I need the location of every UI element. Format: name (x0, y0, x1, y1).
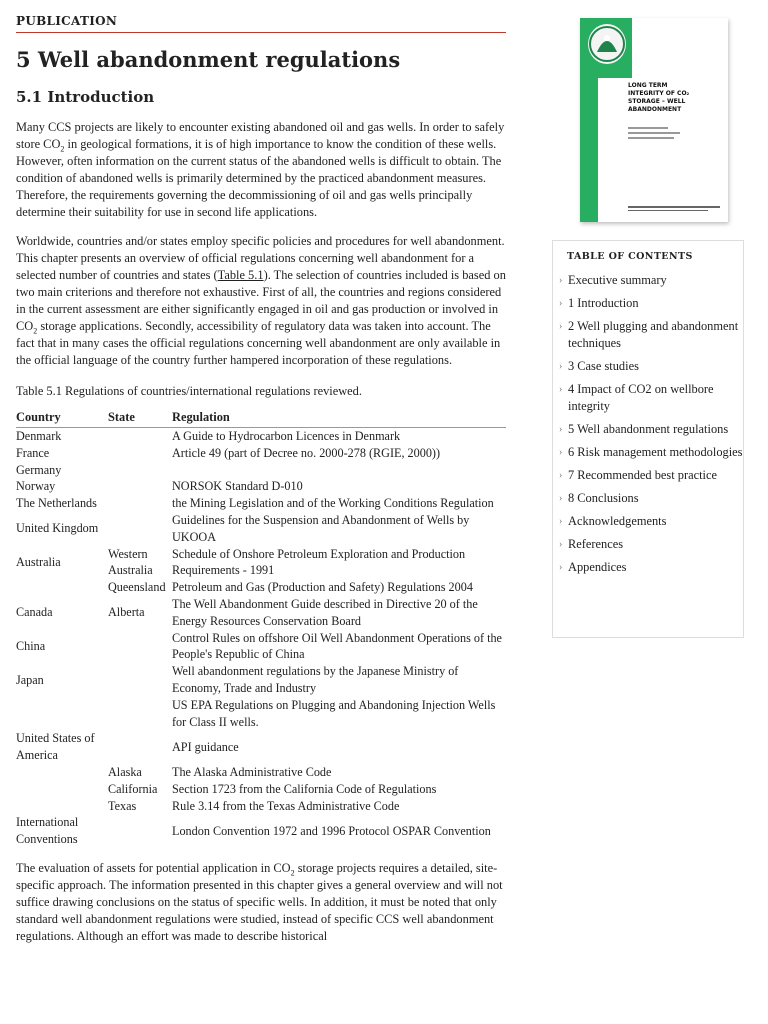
cell-regulation: Section 1723 from the California Code of Regulations (172, 781, 437, 796)
chevron-right-icon: › (559, 298, 563, 309)
cell-state (108, 663, 172, 697)
table-header-row (16, 410, 506, 428)
cell-country (16, 798, 108, 815)
article-column (16, 14, 506, 945)
toc-item-label: 3 Case studies (568, 359, 639, 373)
toc-item[interactable] (559, 444, 743, 461)
toc-item-label: 2 Well plugging and abandonment techniques (568, 319, 739, 350)
chevron-right-icon: › (559, 470, 563, 481)
table-row (16, 478, 506, 495)
cell-regulation: Petroleum and Gas (Production and Safety) Regulations 2004 (172, 580, 473, 595)
cover-subtitle-lines (628, 124, 722, 142)
publication-label: PUBLICATION (16, 14, 506, 33)
publication-cover-thumbnail[interactable] (580, 18, 728, 222)
toc-title: TABLE OF CONTENTS (567, 251, 693, 262)
table-row (16, 546, 506, 580)
cell-state: Western Australia (108, 546, 153, 578)
cell-country: United States of America (16, 731, 95, 763)
cell-regulation: Guidelines for the Suspension and Abandonment of Wells by UKOOA (172, 512, 470, 544)
toc-item-label: Acknowledgements (568, 514, 667, 528)
cell-regulation: Control Rules on offshore Oil Well Abandonment Operations of the People's Republic of China (172, 630, 502, 662)
closing-paragraph: The evaluation of assets for potential application in $CO_2$ storage projects requires a detailed, site-specific approach. The information presented in this chapter gives a general overview and will not suffice drawing conclusions on the status of specific wells. In addition, it must be noted that only standard well abandonment regulations were studied, instead of specific CCS well abandonment regulations. Although an effort was made to describe historical (16, 860, 503, 943)
cell-state: Alaska (108, 764, 142, 779)
cell-state (108, 428, 172, 445)
table-body (16, 428, 506, 848)
cell-country: Japan (16, 672, 44, 687)
section-title: 5.1 Introduction (16, 88, 155, 106)
column-header-country: Country (16, 410, 108, 428)
toc-item[interactable] (559, 490, 743, 507)
cell-regulation: US EPA Regulations on Plugging and Abandoning Injection Wells for Class II wells. (172, 697, 496, 729)
cell-state: California (108, 781, 158, 796)
cell-state (108, 512, 172, 546)
toc-item-label: References (568, 537, 624, 551)
cell-country: International Conventions (16, 815, 79, 847)
cell-regulation (172, 462, 506, 479)
cell-regulation: the Mining Legislation and of the Working Conditions Regulation (172, 496, 494, 511)
cell-regulation: API guidance (172, 739, 239, 754)
cell-state (108, 814, 172, 848)
chevron-right-icon: › (559, 493, 563, 504)
table-caption: Table 5.1 Regulations of countries/international regulations reviewed. (16, 384, 362, 398)
toc-item-label: 6 Risk management methodologies (568, 445, 743, 459)
toc-item[interactable] (559, 318, 743, 352)
column-header-state: State (108, 410, 172, 428)
cell-state: Alberta (108, 605, 145, 620)
cell-state (108, 462, 172, 479)
toc-item-label: 1 Introduction (568, 296, 639, 310)
table-row (16, 663, 506, 697)
chevron-right-icon: › (559, 321, 563, 332)
chevron-right-icon: › (559, 562, 563, 573)
table-row (16, 462, 506, 479)
table-of-contents-panel (552, 240, 744, 638)
cell-state (108, 730, 172, 764)
cell-regulation: Schedule of Onshore Petroleum Exploration and Production Requirements - 1991 (172, 546, 466, 578)
cell-regulation: NORSOK Standard D-010 (172, 479, 303, 494)
table-row (16, 495, 506, 512)
cell-state (108, 478, 172, 495)
cell-regulation: A Guide to Hydrocarbon Licences in Denmark (172, 429, 401, 443)
toc-item-label: 4 Impact of CO2 on wellbore integrity (568, 382, 714, 413)
toc-item[interactable] (559, 467, 743, 484)
page-title: 5 Well abandonment regulations (16, 47, 401, 72)
table-reference-link[interactable]: Table 5.1 (217, 268, 264, 282)
cell-country: The Netherlands (16, 496, 97, 511)
toc-item[interactable] (559, 421, 743, 438)
table-row (16, 512, 506, 546)
cell-regulation: The Well Abandonment Guide described in Directive 20 of the Energy Resources Conservation Board (172, 596, 478, 628)
toc-item[interactable] (559, 381, 743, 415)
table-row (16, 596, 506, 630)
toc-item[interactable] (559, 295, 743, 312)
toc-item-label: 5 Well abandonment regulations (568, 422, 729, 436)
cell-regulation: Article 49 (part of Decree no. 2000-278 (RGIE, 2000)) (172, 445, 441, 460)
table-row (16, 630, 506, 664)
cell-country: United Kingdom (16, 521, 99, 536)
cell-country: China (16, 638, 46, 653)
table-row (16, 781, 506, 798)
table-row (16, 814, 506, 848)
cell-regulation: London Convention 1972 and 1996 Protocol OSPAR Convention (172, 823, 491, 838)
chevron-right-icon: › (559, 516, 563, 527)
cell-country: France (16, 445, 50, 460)
cell-regulation: The Alaska Administrative Code (172, 764, 332, 779)
toc-item[interactable] (559, 272, 743, 289)
toc-item[interactable] (559, 559, 743, 576)
cover-title: LONG TERM INTEGRITY OF CO₂ STORAGE – WELL ABANDONMENT (628, 82, 690, 113)
cell-country (16, 781, 108, 798)
cell-state (108, 630, 172, 664)
table-row (16, 697, 506, 731)
toc-item[interactable] (559, 358, 743, 375)
toc-list (553, 272, 743, 576)
toc-item[interactable] (559, 513, 743, 530)
table-row (16, 445, 506, 462)
intro-paragraph-1: Many CCS projects are likely to encounter existing abandoned oil and gas wells. In order to safely store $CO_2$ in geological formations, it is of high importance to know the condition of these wells. However, often information on the current status of the abandoned wells is difficult to obtain. The condition of abandoned wells is primarily determined by the practiced abandonment measures. Therefore, the requirements governing the decommissioning of oil and gas wells principally determine their suitability for use in second life applications. (16, 120, 505, 219)
regulations-table (16, 410, 506, 848)
table-row (16, 428, 506, 445)
cell-country: Canada (16, 605, 53, 620)
chevron-right-icon: › (559, 361, 563, 372)
table-row (16, 579, 506, 596)
toc-item-label: 8 Conclusions (568, 491, 639, 505)
cell-state: Queensland (108, 580, 166, 595)
cell-country (16, 764, 108, 781)
column-header-regulation: Regulation (172, 410, 506, 428)
cell-state: Texas (108, 798, 137, 813)
cell-country: Norway (16, 479, 56, 494)
chevron-right-icon: › (559, 384, 563, 395)
toc-item-label: Appendices (568, 560, 627, 574)
chevron-right-icon: › (559, 275, 563, 286)
table-row (16, 730, 506, 764)
cell-country: Australia (16, 554, 61, 569)
chevron-right-icon: › (559, 424, 563, 435)
table-row (16, 798, 506, 815)
cell-state (108, 495, 172, 512)
cell-country (16, 579, 108, 596)
cell-country: Germany (16, 462, 62, 477)
cell-state (108, 697, 172, 731)
chevron-right-icon: › (559, 539, 563, 550)
chevron-right-icon: › (559, 447, 563, 458)
toc-item-label: Executive summary (568, 273, 667, 287)
intro-paragraph-2: Worldwide, countries and/or states employ specific policies and procedures for well abandonment. This chapter presents an overview of official regulations concerning well abandonment for a selected number of countries and states (Table 5.1). The selection of countries included is based on two main criterions and therefore not exhaustive. First of all, the countries and regions considered in the current assessment are either significantly engaged in oil and gas production or involved in $CO_2$ storage applications. Secondly, accessibility of regulatory data was taken into account. The fact that in many cases the official regulations concerning well abandonment are only available in the official language of the country further hampered incorporation of these regulations. (16, 234, 506, 367)
cell-regulation: Well abandonment regulations by the Japanese Ministry of Economy, Trade and Industry (172, 664, 459, 695)
cell-state (108, 445, 172, 462)
table-row (16, 764, 506, 781)
cell-country: Denmark (16, 429, 62, 443)
cover-footer-text (628, 206, 722, 214)
cell-country (16, 697, 108, 731)
toc-item[interactable] (559, 536, 743, 553)
cell-regulation: Rule 3.14 from the Texas Administrative Code (172, 798, 400, 813)
organization-logo-icon (588, 24, 626, 64)
toc-item-label: 7 Recommended best practice (568, 468, 717, 482)
